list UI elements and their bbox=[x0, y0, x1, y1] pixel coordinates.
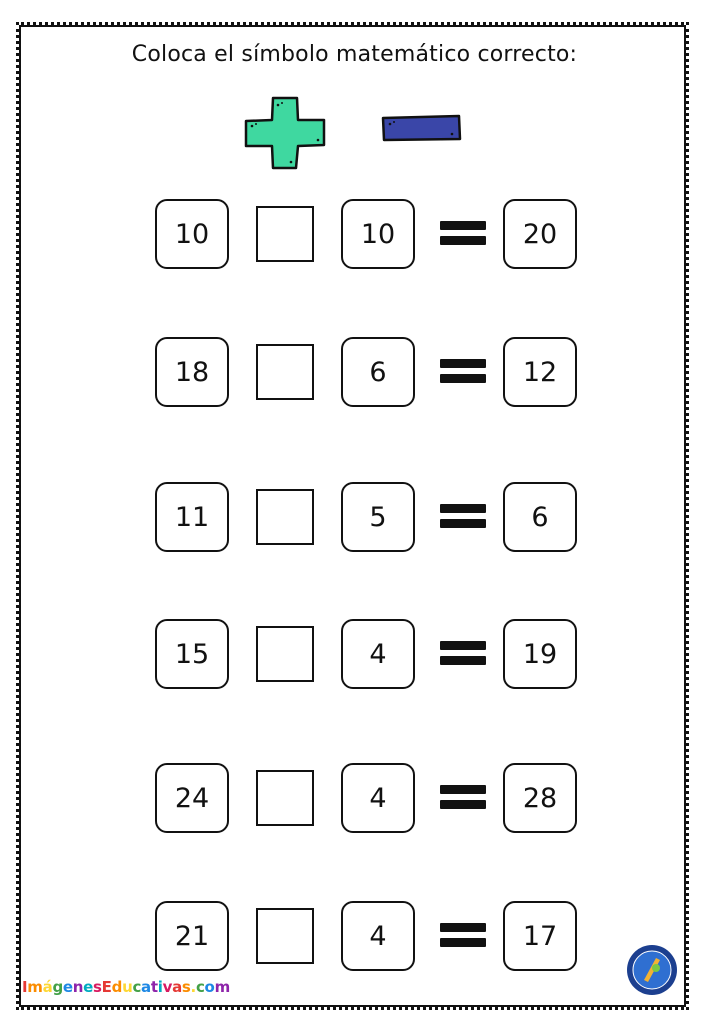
answer-blank-box[interactable] bbox=[256, 489, 314, 545]
answer-blank-box[interactable] bbox=[256, 344, 314, 400]
first-number-box: 15 bbox=[155, 619, 229, 689]
logo-letter: a bbox=[172, 978, 182, 996]
result-box: 12 bbox=[503, 337, 577, 407]
plus-icon bbox=[244, 96, 326, 170]
logo-letter: v bbox=[162, 978, 173, 996]
logo-letter: c bbox=[132, 978, 142, 996]
result-box: 28 bbox=[503, 763, 577, 833]
logo-letter: I bbox=[22, 978, 28, 996]
logo-letter: d bbox=[111, 978, 123, 996]
logo-letter: m bbox=[214, 978, 230, 996]
logo-letter: á bbox=[42, 978, 53, 996]
logo-letter: c bbox=[195, 978, 205, 996]
logo-letter: e bbox=[83, 978, 94, 996]
answer-blank-box[interactable] bbox=[256, 770, 314, 826]
page-title: Coloca el símbolo matemático correcto: bbox=[131, 42, 578, 67]
result-box: 20 bbox=[503, 199, 577, 269]
answer-blank-box[interactable] bbox=[256, 908, 314, 964]
second-number-box: 4 bbox=[341, 901, 415, 971]
logo-letter: u bbox=[122, 978, 133, 996]
second-number-box: 4 bbox=[341, 619, 415, 689]
logo-letter: m bbox=[27, 978, 43, 996]
exercise-row-1 bbox=[0, 199, 709, 273]
logo-letter: e bbox=[62, 978, 73, 996]
equals-icon bbox=[440, 923, 486, 949]
logo-letter: s bbox=[93, 978, 102, 996]
result-box: 6 bbox=[503, 482, 577, 552]
second-number-box: 4 bbox=[341, 763, 415, 833]
second-number-box: 5 bbox=[341, 482, 415, 552]
logo-letter: s bbox=[181, 978, 191, 996]
logo-letter: o bbox=[204, 978, 215, 996]
exercise-row-2 bbox=[0, 337, 709, 411]
result-box: 19 bbox=[503, 619, 577, 689]
exercise-row-5 bbox=[0, 763, 709, 837]
second-number-box: 10 bbox=[341, 199, 415, 269]
second-number-box: 6 bbox=[341, 337, 415, 407]
logo-letter: t bbox=[150, 978, 158, 996]
site-logo bbox=[22, 978, 230, 996]
logo-letter: n bbox=[72, 978, 84, 996]
equals-icon bbox=[440, 359, 486, 385]
equals-icon bbox=[440, 785, 486, 811]
logo-letter: E bbox=[101, 978, 112, 996]
exercise-row-4 bbox=[0, 619, 709, 693]
exercise-row-6 bbox=[0, 901, 709, 975]
minus-icon bbox=[380, 113, 462, 143]
answer-blank-box[interactable] bbox=[256, 206, 314, 262]
logo-letter: i bbox=[157, 978, 163, 996]
logo-letter: a bbox=[141, 978, 151, 996]
first-number-box: 18 bbox=[155, 337, 229, 407]
first-number-box: 11 bbox=[155, 482, 229, 552]
equals-icon bbox=[440, 504, 486, 530]
seal-logo-icon bbox=[626, 944, 678, 996]
first-number-box: 10 bbox=[155, 199, 229, 269]
exercise-row-3 bbox=[0, 482, 709, 556]
equals-icon bbox=[440, 221, 486, 247]
answer-blank-box[interactable] bbox=[256, 626, 314, 682]
logo-letter: g bbox=[52, 978, 63, 996]
first-number-box: 21 bbox=[155, 901, 229, 971]
first-number-box: 24 bbox=[155, 763, 229, 833]
logo-letter: . bbox=[190, 978, 196, 996]
equals-icon bbox=[440, 641, 486, 667]
result-box: 17 bbox=[503, 901, 577, 971]
